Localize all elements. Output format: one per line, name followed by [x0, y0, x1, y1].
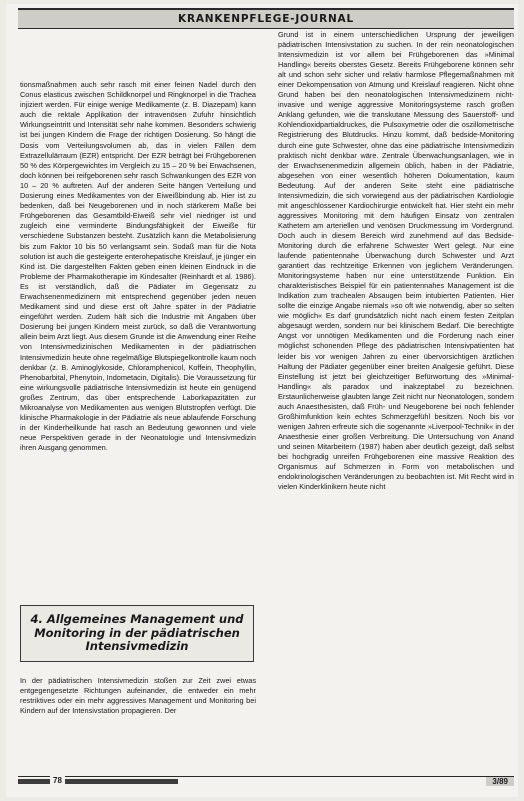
issue-number: 3/89 [486, 777, 514, 786]
lower-left-column [20, 676, 256, 716]
left-column [20, 80, 256, 453]
section-heading-line-1: 4. Allgemeines Management und [30, 612, 244, 627]
right-body-paragraph: Grund ist in einem unterschiedlichen Ursprung der jeweiligen pädiatrischen Intensivstation zu suchen. In der rein neonatologischen Intensivmedizin ist vor allem bei Frühgeborenen das »Minimal Handling« bereits oberstes Gesetz. Bereits Frühgeborene können sehr alt und schon sehr sicher und relativ harmlose Pflegemaßnahmen mit einer Dekompensation von Atmung und Kreislauf reagieren. Nicht ohne Grund haben bei den neonatologischen Intensivmedizinern nicht-invasive und wenige aggressive Monitoringsysteme rasch großen Anklang gefunden, wie die transkutane Messung des Sauerstoff- und Kohlendioxidpartialdruckes, die Pulsoxymetrie oder die oszillometrische Registrierung des Blutdrucks. Hinzu kommt, daß bedside-Monitoring durch eine gute Schwester, ohne das eine pädiatrische Intensivmedizin praktisch nicht denkbar wäre. Zentrale Überwachungsanlagen, wie in der Erwachsenenmedizin allgemein üblich, haben in der Pädiatrie, abgesehen von einer wesentlich höheren Dokumentation, kaum Bedeutung. Auf der anderen Seite steht eine pädiatrische Intensivmedizin, die sich vorwiegend aus der pädiatrischen Kardiologie mit angeschlossener Kardiochirurgie entwickelt hat. Hier steht ein mehr aggressives Monitoring mit dem häufigen Einsatz von zentralen Kathetern am arteriellen und venösen Druckmessung im Vordergrund. Doch auch in diesem Bereich wird zunehmend auf das Bedside-Monitoring durch die erfahrene Schwester Wert gelegt. Nur eine laufende patientennahe Überwachung durch Schwester und Arzt garantiert das rechtzeitige Erkennen von jeglichem Veränderungen. Monitoringsysteme haben nur eine unterstützende Funktion. Ein charakteristisches Beispiel für ein patientennahes Management ist die Indikation zum trachealen Absaugen beim intubierten Patienten. Hier sollte die einzige Angabe niemals »so oft wie notwendig, aber so selten wie möglich« Es darf grundsätzlich nicht nach einem festen Zeitplan abgesaugt werden, sondern nur bei klinischem Bedarf. Die berechtigte Angst vor unnötigen Medikamenten und die Forderung nach einer möglichst schonenden Pflege des pädiatrischen Intensivpatienten hat leider bis vor wenigen Jahren zu einer übervorsichtigen ärztlichen Haltung der Pädiater gegenüber einer breiten Analgesie geführt. Diese Einstellung ist jetzt bei gleichzeitiger Befürwortung des »Minimal-Handling« als paradox und inakzeptabel zu bezeichnen. Erstaunlicherweise glaubten lange Zeit nicht nur Neonatologen, sondern auch Anaesthesisten, daß Früh- und Neugeborene bei noch fehlender Großhirnfunktion kein echtes Schmerzgefühl besitzen. Noch bis vor wenigen Jahren erfreute sich die sogenannte »Liverpool-Technik« in der Anaesthesie einer großen Verbreitung. Die Untersuchung von Anand und seinen Mitarbeitern (1987) haben aber deutlich gezeigt, daß selbst bei hochgradig unreifen Frühgeborenen eine massive Reaktion des Organismus auf Schmerzen in Form von metabolischen und endokrinologischen Veränderungen zu beobachten ist. Mit Recht wird in vielen Kinderklinikern heute nicht [278, 30, 514, 492]
section-heading-box [20, 605, 254, 662]
journal-header [18, 8, 514, 29]
right-column-text [278, 30, 514, 492]
left-column-text [20, 80, 256, 453]
footer-bar [18, 779, 178, 784]
section-heading-line-2: Monitoring in der pädiatrischen [34, 625, 240, 640]
page-footer [18, 776, 514, 787]
page-number-left: 78 [50, 776, 65, 785]
right-column [278, 30, 514, 492]
lower-left-paragraph: In der pädiatrischen Intensivmedizin stoßen zur Zeit zwei etwas entgegengesetzte Richtungen aufeinander, die entweder ein mehr restriktives oder ein mehr aggressives Management und Monitoring bei Kindern auf der Intensivstation propagieren. Der [20, 676, 256, 716]
section-heading-line-3: Intensivmedizin [85, 639, 189, 654]
left-body-paragraph: tionsmaßnahmen auch sehr rasch mit einer feinen Nadel durch den Conus elasticus zwischen Schildknorpel und Ringknorpel in die Trachea injiziert werden. Für einige wenige Medikamente (z. B. Diazepam) kann auch die rektale Applikation der intravenösen Zufuhr hinsichtlich Wirkungseintritt und Intensität sehr nahe kommen. Besonders schwierig ist bei jungen Kindern die Frage der richtigen Dosierung. So hängt die Dosis vom Verteilungsvolumen ab, das in vielen Fällen dem Extrazellulärraum (EZR) entspricht. Der EZR beträgt bei Frühgeborenen 50 % des Körpergewichtes im Vergleich zu 15 – 20 % bei Erwachsenen, doch können bei reifgeborenen sehr rasch Schwankungen des EZR von 10 – 20 % auftreten. Auf der anderen Seite hängen Verteilung und Dosierung eines Medikamentes von der Eiweißbindung ab. Hier ist zu bedenken, daß bei Neugeborenen und in noch stärkerem Maße bei Frühgeborenen das Gesamtbild-Eiweiß sehr viel niedriger ist und zugleich eine verminderte Bindungsfähigkeit der Eiweiße für verschiedene Substanzen besteht. Zusätzlich kann die Metabolisierung bis zum Faktor 10 bis 50 verlangsamt sein. Sodaß man für die Nota solution ist auch die gesteigerte enterohepatische Kreislauf, je jünger ein Kind ist. Die dargestellten Fakten geben einen kleinen Eindruck in die Probleme der Pharmakotherapie im Kindesalter (Reinhardt et al. 1986). Es ist verständlich, daß die Pädiater im Gegensatz zu Erwachsenenmedizinern mit entsprechend gegenüber jeden neuen Medikament sind und diese erst oft Jahre später in der Pädiatrie eingeführt werden. Zudem hält sich die Industrie mit Angaben über Dosierung bei jungen Kindern meist zurück, so daß die Verantwortung allein beim Arzt liegt. Aus diesem Grunde ist die Anwendung einer Reihe von Intensivmedizinischen Medikamenten in der pädiatrischen Intensivmedizin heute ohne regelmäßige Blutspiegelkontrolle kaum noch denkbar (z. B. Aminoglykoside, Chloramphenicol, Koffein, Theophyllin, Phenobarbital, Phenytoin, Indometacin, Digitalis). Die Voraussetzung für eine wirkungsvolle pädiatrische Intensivmedizin ist heute ein genügend großes Zentrum, das über entsprechende Laborkapazitäten zur Mikroanalyse von Medikamenten aus wenigen Blutstropfen verfügt. Die klinische Pharmakologie in der Pädiatrie als neue ablaufende Forschung in der Kinderheilkunde hat rasch an Bedeutung gewonnen und viele neue Perspektiven gerade in der Neonatologie und Intensivmedizin ihren Ausgang genommen. [20, 80, 256, 453]
lower-left-text [20, 676, 256, 716]
journal-title: KRANKENPFLEGE-JOURNAL [178, 13, 354, 25]
